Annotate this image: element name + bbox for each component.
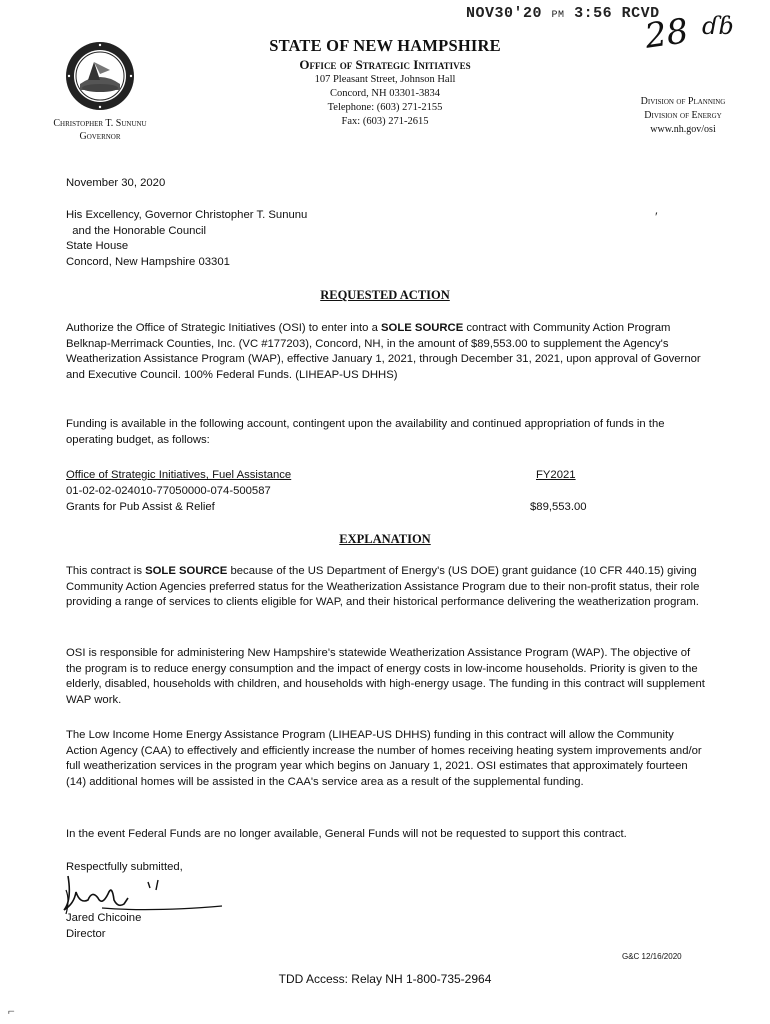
recipient-line: and the Honorable Council: [66, 224, 207, 237]
signer-name: Jared Chicoine: [66, 912, 142, 924]
paragraph-liheap: The Low Income Home Energy Assistance Program (LIHEAP-US DHHS) funding in this contract will allow the Community Action Agency (CAA) to effectively and efficiently increase the number of homes receiving heating system improvements and/or full weatherization services in the program year which begins on January 1, 2021. OSI estimates that approximately fourteen (14) additional homes will be assisted in the CAA's service area as a result of the supplemental funding.: [66, 729, 702, 788]
division-planning: Division of Planning: [640, 96, 726, 107]
received-stamp: [466, 5, 660, 22]
stamp-date: NOV30'20: [466, 5, 543, 22]
office-title: Office of Strategic Initiatives: [299, 57, 471, 72]
governor-name: Christopher T. Sununu: [53, 118, 147, 129]
account-code: 01-02-02-024010-77050000-074-500587: [66, 485, 271, 497]
tdd-access-line: TDD Access: Relay NH 1-800-735-2964: [278, 972, 492, 986]
explanation-heading: EXPLANATION: [339, 532, 431, 546]
signer-title: Director: [66, 928, 106, 940]
paragraph-federal-funds: In the event Federal Funds are no longer available, General Funds will not be requested to support this contract.: [66, 828, 627, 840]
corner-mark: ⌐: [8, 1004, 15, 1018]
address-line: Concord, NH 03301-3834: [330, 88, 440, 99]
paragraph-text: because of the US Department of Energy's (US DOE) grant guidance (10 CFR 440.15) giving Community Action Agencies preferred status for the Weatherization Assistance Program due to their non-profit status, their role providing a range of services to clients eligible for WAP, and their historical performance delivering the weatherization program.: [66, 565, 700, 608]
paragraph-text: This contract is: [66, 565, 146, 577]
letterhead: [240, 36, 530, 129]
handwritten-item-number: 28: [642, 11, 691, 57]
sole-source-keyword: SOLE SOURCE: [145, 565, 228, 577]
account-name: Office of Strategic Initiatives, Fuel Assistance: [66, 469, 292, 481]
address-line: 107 Pleasant Street, Johnson Hall: [314, 74, 456, 85]
governor-block: [30, 117, 170, 143]
fiscal-year-label: FY2021: [536, 469, 576, 481]
requested-action-heading: REQUESTED ACTION: [320, 288, 450, 302]
closing: Respectfully submitted,: [66, 861, 183, 873]
paragraph-text: Authorize the Office of Strategic Initiatives (OSI) to enter into a: [66, 322, 382, 334]
recipient-line: His Excellency, Governor Christopher T. Sununu: [66, 209, 308, 221]
division-block: [596, 95, 770, 137]
account-line-item: Grants for Pub Assist & Relief: [66, 501, 215, 513]
paragraph-funding: Funding is available in the following account, contingent upon the availability and continued appropriation of funds in the operating budget, as follows:: [66, 418, 665, 446]
handwritten-mark: ɗɓ: [702, 12, 734, 40]
division-energy: Division of Energy: [644, 110, 722, 121]
website-link[interactable]: www.nh.gov/osi: [650, 124, 716, 135]
paragraph-requested-action: [66, 321, 706, 383]
state-seal-icon: [64, 40, 136, 112]
recipient-line: Concord, New Hampshire 03301: [66, 255, 230, 268]
telephone-line: Telephone: (603) 271-2155: [327, 102, 443, 113]
paragraph-osi-responsibility: OSI is responsible for administering New Hampshire's statewide Weatherization Assistance Program (WAP). The objective of the program is to reduce energy consumption and the impact of energy costs in low-income households. Priority is given to the elderly, disabled, households with children, and households with high-energy usage. The funding in this contract will supplement WAP work.: [66, 647, 705, 706]
paragraph-sole-source: [66, 564, 706, 611]
letter-date: November 30, 2020: [66, 177, 166, 189]
stray-mark: ′: [655, 209, 658, 224]
gc-stamp: G&C 12/16/2020: [622, 952, 682, 961]
governor-title: Governor: [79, 131, 121, 142]
stamp-time: 3:56 RCVD: [574, 5, 660, 22]
stamp-ampm: PM: [551, 10, 565, 21]
recipient-line: State House: [66, 240, 129, 252]
state-title: STATE OF NEW HAMPSHIRE: [269, 36, 501, 55]
fax-line: Fax: (603) 271-2615: [341, 116, 429, 127]
sole-source-keyword: SOLE SOURCE: [381, 322, 464, 334]
paragraph-text: contract with Community Action Program Belknap-Merrimack Counties, Inc. (VC #177203), Concord, NH, in the amount of $89,553.00 to supplement the Agency's Weatherization Assistance Program (WAP), effective January 1, 2021, through December 31, 2021, upon approval of Governor and Executive Council. 100% Federal Funds. (LIHEAP-US DHHS): [66, 322, 701, 381]
account-amount: $89,553.00: [530, 501, 587, 513]
recipient-block: [66, 208, 307, 270]
